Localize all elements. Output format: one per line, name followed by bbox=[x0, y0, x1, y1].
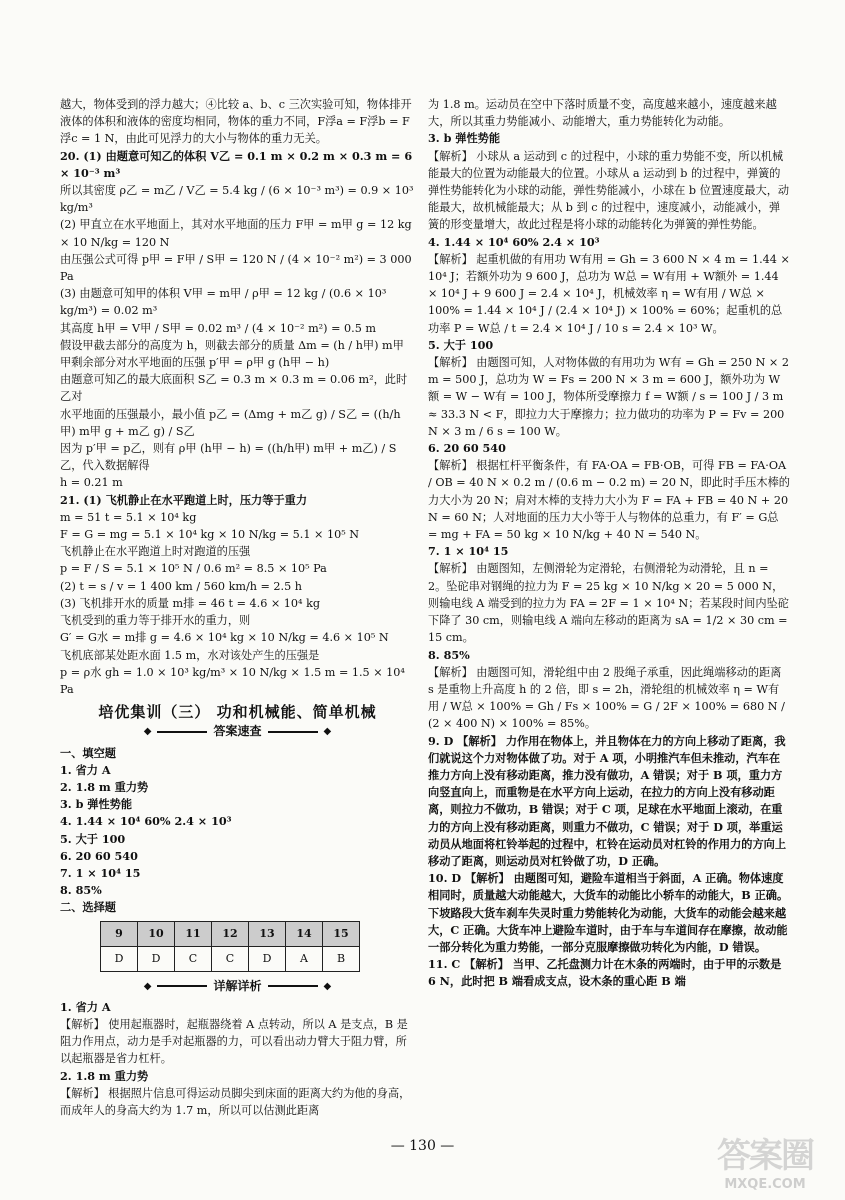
answer-line: 【解析】 根据杠杆平衡条件，有 FA·OA = FB·OB，可得 FB = FA·OA / OB = 40 N × 0.2 m / (0.6 m − 0.2 m) = 20 N，即此时手压木棒的力大小为 20 N；肩对木棒的支持力大小为 F = FA + FB = 40 N + 20 N = 60 N；人对地面的压力大小等于人与物体的总重力，有 F′ = G总 = mg + FA = 50 kg × 10 N/kg + 40 N = 540 N。 bbox=[428, 459, 790, 542]
table-cell-answer: D bbox=[138, 946, 175, 971]
answer-line: 其高度 h甲 = V甲 / S甲 = 0.02 m³ / (4 × 10⁻² m²) = 0.5 m bbox=[60, 321, 376, 335]
detail-line: 【解析】 使用起瓶器时，起瓶器绕着 A 点转动，所以 A 是支点，B 是阻力作用点，动力是手对起瓶器的力，可以看出动力臂大于阻力臂，所以起瓶器是省力杠杆。 bbox=[60, 1017, 408, 1066]
table-cell-number: 10 bbox=[138, 921, 175, 946]
answer-line: 由压强公式可得 p甲 = F甲 / S甲 = 120 N / (4 × 10⁻² m²) = 3 000 Pa bbox=[60, 252, 412, 284]
answer-line: 11. C 【解析】 当甲、乙托盘测力计在木条的两端时，由于甲的示数是 6 N，此时把 B 端看成支点，设木条的重心距 B 端 bbox=[428, 957, 782, 989]
answer-line: (2) t = s / v = 1 400 km / 560 km/h = 2.5 h bbox=[60, 579, 302, 593]
table-cell-number: 11 bbox=[175, 921, 212, 946]
detail-line: 【解析】 根据照片信息可得运动员脚尖到床面的距离大约为他的身高，而成年人的身高大约为 1.7 m，所以可以估测此距离 bbox=[60, 1086, 411, 1117]
answer-line: m = 51 t = 5.1 × 10⁴ kg bbox=[60, 510, 197, 524]
diamond-icon: ◆ bbox=[323, 980, 332, 992]
fill-answer: 7. 1 × 10⁴ 15 bbox=[60, 865, 141, 880]
answer-line: 飞机静止在水平跑道上时对跑道的压强 bbox=[60, 545, 251, 559]
table-cell-answer: D bbox=[101, 946, 138, 971]
answer-line: 飞机底部某处距水面 1.5 m，水对该处产生的压强是 bbox=[60, 648, 320, 662]
answer-line: (3) 飞机排开水的质量 m排 = 46 t = 4.6 × 10⁴ kg bbox=[60, 596, 321, 610]
answer-line: 因为 p′甲 = p乙，则有 ρ甲 (h甲 − h) = ((h/h甲) m甲 + m乙) / S乙，代入数据解得 bbox=[60, 442, 397, 473]
table-cell-answer: B bbox=[323, 946, 360, 971]
answer-line: 水平地面的压强最小，最小值 p乙 = (Δmg + m乙 g) / S乙 = ((h/h甲) m甲 g + m乙 g) / S乙 bbox=[60, 407, 401, 438]
answer-line: G′ = G水 = m排 g = 4.6 × 10⁴ kg × 10 N/kg = 4.6 × 10⁵ N bbox=[60, 631, 389, 645]
table-cell-number: 13 bbox=[249, 921, 286, 946]
watermark-url: MXQE.COM bbox=[724, 1177, 806, 1192]
answer-line: 越大，物体受到的浮力越大；④比较 a、b、c 三次实验可知，物体排开液体的体积和液体的密度均相同，物体的重力不同，F浮a = F浮b = F浮c = 1 N，由此可见浮力的大小与物体的重力无关。 bbox=[60, 98, 412, 146]
table-answer-row bbox=[101, 946, 360, 971]
answer-line: 10. D 【解析】 由题图可知，避险车道相当于斜面，A 正确。物体速度相同时，质量越大动能越大，大货车的动能比小轿车的动能大，B 正确。下坡路段大货车刹车失灵时重力势能转化为动能，大货车的动能会越来越大，C 正确。大货车冲上避险车道时，由于车与车道间存在摩擦，故动能一部分转化为重力势能，一部分克服摩擦做功转化为内能，D 错误。 bbox=[428, 871, 789, 954]
answer-line: 【解析】 由题图知，左侧滑轮为定滑轮，右侧滑轮为动滑轮，且 n = 2。坠砣串对钢绳的拉力为 F = 25 kg × 10 N/kg × 20 = 5 000 N，则输电线 A 端受到的拉力为 FA = 2F = 1 × 10⁴ N；若某段时间内坠砣下降了 30 cm，则输电线 A 端向左移动的距离为 sA = 1/2 × 30 cm = 15 cm。 bbox=[428, 562, 789, 645]
quick-answer-label: 答案速查 bbox=[213, 724, 262, 739]
left-column bbox=[60, 96, 415, 1119]
quick-answer-banner bbox=[60, 723, 415, 740]
answer-line: 9. D 【解析】 力作用在物体上，并且物体在力的方向上移动了距离，我们就说这个力对物体做了功。对于 A 项，小明推汽车但未推动，汽车在推力方向上没有移动距离，推力没有做功，A 错误；对于 B 项，重力方向竖直向上，而重物是在水平方向上运动，在拉力的方向上没有移动距离，则拉力不做功，B 错误；对于 C 项，足球在水平地面上滚动，在重力的方向上没有移动距离，则重力不做功，C 错误；对于 D 项，举重运动员从地面将杠铃举起的过程中，杠铃在运动员对杠铃的作用力的方向上移动了距离，则运动员对杠铃做了功，D 正确。 bbox=[428, 733, 787, 868]
table-cell-number: 9 bbox=[101, 921, 138, 946]
answer-line: 假设甲截去部分的高度为 h，则截去部分的质量 Δm = (h / h甲) m甲 bbox=[60, 338, 404, 352]
answer-line: 甲剩余部分对水平地面的压强 p′甲 = ρ甲 g (h甲 − h) bbox=[60, 356, 330, 370]
divider bbox=[268, 985, 318, 987]
fill-answer: 8. 85% bbox=[60, 883, 102, 898]
choice-heading: 二、选择题 bbox=[60, 900, 116, 915]
answer-line: h = 0.21 m bbox=[60, 476, 123, 490]
page-number: — 130 — bbox=[390, 1138, 455, 1154]
answer-line: 【解析】 起重机做的有用功 W有用 = Gh = 3 600 N × 4 m = 1.44 × 10⁴ J；若额外功为 9 600 J，总功为 W总 = W有用 + W额外 = 1.44 × 10⁴ J + 9 600 J = 2.4 × 10⁴ J，机械效率 η = W有用 / W总 × 100% = 1.44 × 10⁴ J / (2.4 × 10⁴ J) × 100% = 60%；起重机的总功率 P = W总 / t = 2.4 × 10⁴ J / 10 s = 2.4 × 10³ W。 bbox=[428, 252, 790, 335]
answer-line: 【解析】 由题图可知，滑轮组中由 2 股绳子承重，因此绳端移动的距离 s 是重物上升高度 h 的 2 倍，即 s = 2h，滑轮组的机械效率 η = W有用 / W总 × 100% = Gh / Fs × 100% = G / 2F × 100% = 680 N / (2 × 400 N) × 100% = 85%。 bbox=[428, 665, 785, 731]
answer-line: 21. (1) 飞机静止在水平跑道上时，压力等于重力 bbox=[60, 492, 308, 507]
divider bbox=[157, 985, 207, 987]
right-column bbox=[428, 96, 790, 991]
table-cell-answer: D bbox=[249, 946, 286, 971]
choice-answer-table bbox=[100, 921, 360, 972]
table-cell-number: 15 bbox=[323, 921, 360, 946]
fill-answer: 6. 20 60 540 bbox=[60, 848, 138, 863]
fill-answer: 4. 1.44 × 10⁴ 60% 2.4 × 10³ bbox=[60, 814, 232, 829]
answer-line: 由题意可知乙的最大底面积 S乙 = 0.3 m × 0.3 m = 0.06 m²，此时乙对 bbox=[60, 373, 408, 404]
table-cell-number: 14 bbox=[286, 921, 323, 946]
diamond-icon: ◆ bbox=[143, 980, 152, 992]
answer-line: 7. 1 × 10⁴ 15 bbox=[428, 544, 509, 559]
answer-line: 3. b 弹性势能 bbox=[428, 131, 501, 146]
answer-line: p = ρ水 gh = 1.0 × 10³ kg/m³ × 10 N/kg × 1.5 m = 1.5 × 10⁴ Pa bbox=[60, 665, 405, 696]
answer-line: 为 1.8 m。运动员在空中下落时质量不变，高度越来越小，速度越来越大，所以其重力势能减小、动能增大，重力势能转化为动能。 bbox=[428, 98, 777, 129]
table-cell-answer: C bbox=[175, 946, 212, 971]
answer-line: (3) 由题意可知甲的体积 V甲 = m甲 / ρ甲 = 12 kg / (0.6 × 10³ kg/m³) = 0.02 m³ bbox=[60, 287, 387, 318]
diamond-icon: ◆ bbox=[323, 726, 332, 738]
table-cell-number: 12 bbox=[212, 921, 249, 946]
answer-line: 所以其密度 ρ乙 = m乙 / V乙 = 5.4 kg / (6 × 10⁻³ m³) = 0.9 × 10³ kg/m³ bbox=[60, 184, 414, 215]
detail-banner bbox=[60, 978, 415, 995]
answer-line: 【解析】 由题图可知，人对物体做的有用功为 W有 = Gh = 250 N × 2 m = 500 J，总功为 W = Fs = 200 N × 3 m = 600 J，额外功为 W额 = W − W有 = 100 J，物体所受摩擦力 f = W额 / s = 100 J / 3 m ≈ 33.3 N < F，即拉力大于摩擦力；拉力做功的功率为 P = Fv = 200 N × 3 m / 6 s = 100 W。 bbox=[428, 356, 789, 438]
detail-text-flow bbox=[60, 999, 415, 1119]
table-cell-answer: C bbox=[212, 946, 249, 971]
divider bbox=[268, 731, 318, 733]
answer-line: p = F / S = 5.1 × 10⁵ N / 0.6 m² = 8.5 × 10⁵ Pa bbox=[60, 562, 327, 576]
fill-answer: 2. 1.8 m 重力势 bbox=[60, 779, 149, 794]
fill-heading: 一、填空题 bbox=[60, 745, 116, 760]
table-header-row bbox=[101, 921, 360, 946]
detail-line: 1. 省力 A bbox=[60, 999, 111, 1014]
fill-answer: 5. 大于 100 bbox=[60, 831, 126, 846]
answer-line: 8. 85% bbox=[428, 647, 470, 662]
fill-answer-list bbox=[60, 762, 415, 900]
right-text-flow bbox=[428, 96, 790, 991]
fill-answer: 3. b 弹性势能 bbox=[60, 797, 133, 812]
answer-line: 【解析】 小球从 a 运动到 c 的过程中，小球的重力势能不变，所以机械能最大的位置为动能最大的位置。小球从 a 运动到 b 的过程中，弹簧的弹性势能转化为小球的动能，弹性势能减小，小球在 b 位置速度最大，动能最大，故机械能最大；从 b 到 c 的过程中，速度减小，动能减小，弹簧的形变量增大，故此过程是将小球的动能转化为弹簧的弹性势能。 bbox=[428, 149, 790, 232]
answer-line: 6. 20 60 540 bbox=[428, 441, 506, 456]
watermark-logo bbox=[705, 1128, 825, 1192]
answer-line: 4. 1.44 × 10⁴ 60% 2.4 × 10³ bbox=[428, 234, 600, 249]
watermark-text: 答案圈 bbox=[717, 1136, 813, 1176]
divider bbox=[157, 731, 207, 733]
answer-line: F = G = mg = 5.1 × 10⁴ kg × 10 N/kg = 5.1 × 10⁵ N bbox=[60, 528, 360, 542]
detail-line: 2. 1.8 m 重力势 bbox=[60, 1068, 149, 1083]
section-title: 培优集训（三） 功和机械能、简单机械 bbox=[98, 703, 377, 722]
table-cell-answer: A bbox=[286, 946, 323, 971]
fill-answer: 1. 省力 A bbox=[60, 762, 111, 777]
answer-line: 20. (1) 由题意可知乙的体积 V乙 = 0.1 m × 0.2 m × 0.3 m = 6 × 10⁻³ m³ bbox=[60, 148, 413, 180]
detail-label: 详解详析 bbox=[213, 978, 262, 993]
answer-line: 飞机受到的重力等于排开水的重力，则 bbox=[60, 614, 251, 628]
answer-line: (2) 甲直立在水平地面上，其对水平地面的压力 F甲 = m甲 g = 12 kg × 10 N/kg = 120 N bbox=[60, 218, 412, 249]
left-text-flow bbox=[60, 96, 415, 698]
answer-line: 5. 大于 100 bbox=[428, 337, 494, 352]
diamond-icon: ◆ bbox=[143, 726, 152, 738]
